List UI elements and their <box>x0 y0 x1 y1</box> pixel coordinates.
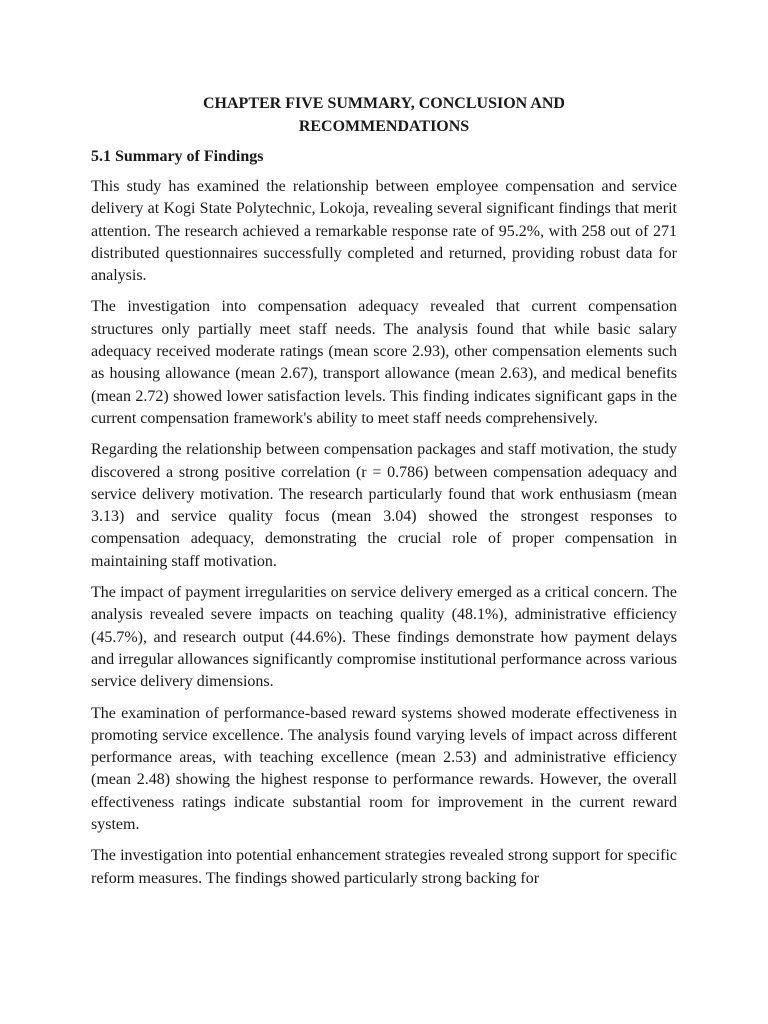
paragraph-1: This study has examined the relationship between employee compensation and service delivery at Kogi State Polytechnic, Lokoja, revealing several significant findings that merit attention. The research achieved a remarkable response rate of 95.2%, with 258 out of 271 distributed questionnaires successfully completed and returned, providing robust data for analysis. <box>91 178 677 285</box>
chapter-title-line-2: RECOMMENDATIONS <box>298 118 470 135</box>
paragraph-5: The examination of performance-based reward systems showed moderate effectiveness in promoting service excellence. The analysis found varying levels of impact across different performance areas, with teaching excellence (mean 2.53) and administrative efficiency (mean 2.48) showing the highest response to performance rewards. However, the overall effectiveness ratings indicate substantial room for improvement in the current reward system. <box>91 704 677 834</box>
document-page <box>91 92 677 899</box>
chapter-title-line-1: CHAPTER FIVE SUMMARY, CONCLUSION AND <box>203 95 565 112</box>
paragraph-6: The investigation into potential enhancement strategies revealed strong support for specific reform measures. The findings showed particularly strong backing for <box>91 847 677 887</box>
paragraph-4: The impact of payment irregularities on service delivery emerged as a critical concern. The analysis revealed severe impacts on teaching quality (48.1%), administrative efficiency (45.7%), and research output (44.6%). These findings demonstrate how payment delays and irregular allowances significantly compromise institutional performance across various service delivery dimensions. <box>91 584 677 691</box>
chapter-title <box>91 92 677 138</box>
paragraph-2: The investigation into compensation adequacy revealed that current compensation structures only partially meet staff needs. The analysis found that while basic salary adequacy received moderate ratings (mean score 2.93), other compensation elements such as housing allowance (mean 2.67), transport allowance (mean 2.63), and medical benefits (mean 2.72) showed lower satisfaction levels. This finding indicates significant gaps in the current compensation framework's ability to meet staff needs comprehensively. <box>91 298 677 427</box>
section-heading: 5.1 Summary of Findings <box>91 148 264 165</box>
paragraph-3: Regarding the relationship between compensation packages and staff motivation, the study discovered a strong positive correlation (r = 0.786) between compensation adequacy and service delivery motivation. The research particularly found that work enthusiasm (mean 3.13) and service quality focus (mean 3.04) showed the strongest responses to compensation adequacy, demonstrating the crucial role of proper compensation in maintaining staff motivation. <box>91 441 677 570</box>
